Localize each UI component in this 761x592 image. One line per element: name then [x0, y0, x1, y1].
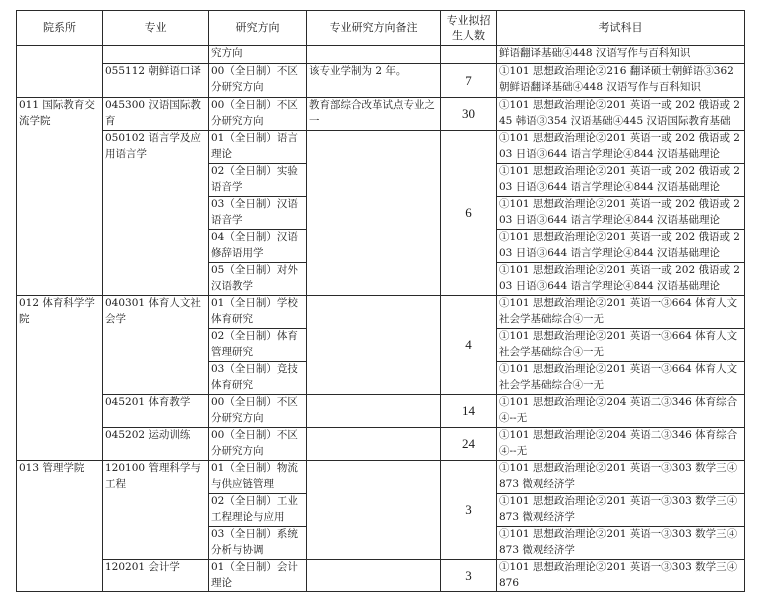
exam-cell: ①101 思想政治理论②216 翻译硕士朝鲜语③362 朝鲜语翻译基础④448 汉语写作与百科知识 [497, 64, 745, 98]
admission-catalog-table [16, 10, 745, 592]
table-row [17, 98, 745, 131]
table-row [17, 395, 745, 428]
exam-cell: ①101 思想政治理论②201 英语一③303 数学三④873 微观经济学 [497, 461, 745, 494]
table-row [17, 64, 745, 98]
remark-cell [307, 296, 441, 395]
direction-cell: 05（全日制）对外汉语教学 [209, 263, 307, 296]
table-row [17, 296, 745, 329]
exam-cell: 鲜语翻译基础④448 汉语写作与百科知识 [497, 46, 745, 64]
exam-cell: ①101 思想政治理论②201 英语一或 202 俄语或 203 日语③644 语言学理论④844 汉语基础理论 [497, 263, 745, 296]
remark-cell [307, 46, 441, 64]
table-row [17, 428, 745, 461]
remark-cell [307, 395, 441, 428]
quota-cell: 3 [441, 560, 497, 592]
direction-cell: 02（全日制）工业工程理论与应用 [209, 494, 307, 527]
major-cell: 120100 管理科学与工程 [103, 461, 209, 560]
quota-cell: 6 [441, 131, 497, 296]
direction-cell: 究方向 [209, 46, 307, 64]
major-cell: 045202 运动训练 [103, 428, 209, 461]
quota-cell: 30 [441, 98, 497, 131]
dept-cell: 013 管理学院 [17, 461, 103, 592]
exam-cell: ①101 思想政治理论②204 英语二③346 体育综合④--无 [497, 428, 745, 461]
table-row [17, 46, 745, 64]
quota-cell: 14 [441, 395, 497, 428]
direction-cell: 01（全日制）语言理论 [209, 131, 307, 164]
remark-cell [307, 428, 441, 461]
table-header-row [17, 11, 745, 46]
dept-cell: 012 体育科学学院 [17, 296, 103, 461]
major-cell [103, 46, 209, 64]
major-cell: 045300 汉语国际教育 [103, 98, 209, 131]
exam-cell: ①101 思想政治理论②201 英语一③664 体育人文社会学基础综合④一无 [497, 296, 745, 329]
major-cell: 050102 语言学及应用语言学 [103, 131, 209, 296]
direction-cell: 00（全日制）不区分研究方向 [209, 98, 307, 131]
quota-cell: 24 [441, 428, 497, 461]
major-cell: 045201 体育教学 [103, 395, 209, 428]
quota-cell: 3 [441, 461, 497, 560]
remark-cell [307, 461, 441, 560]
table-row [17, 461, 745, 494]
header-direction: 研究方向 [209, 11, 307, 46]
direction-cell: 00（全日制）不区分研究方向 [209, 64, 307, 98]
dept-cell [17, 46, 103, 98]
header-quota: 专业拟招生人数 [441, 11, 497, 46]
direction-cell: 03（全日制）系统分析与协调 [209, 527, 307, 560]
direction-cell: 04（全日制）汉语修辞语用学 [209, 230, 307, 263]
table-row [17, 131, 745, 164]
exam-cell: ①101 思想政治理论②201 英语一或 202 俄语或 203 日语③644 语言学理论④844 汉语基础理论 [497, 230, 745, 263]
exam-cell: ①101 思想政治理论②201 英语一或 202 俄语或 203 日语③644 语言学理论④844 汉语基础理论 [497, 164, 745, 197]
quota-cell: 7 [441, 64, 497, 98]
exam-cell: ①101 思想政治理论②201 英语一或 202 俄语或 245 韩语③354 汉语基础④445 汉语国际教育基础 [497, 98, 745, 131]
direction-cell: 00（全日制）不区分研究方向 [209, 428, 307, 461]
header-remark: 专业研究方向备注 [307, 11, 441, 46]
quota-cell [441, 46, 497, 64]
direction-cell: 02（全日制）体育管理研究 [209, 329, 307, 362]
exam-cell: ①101 思想政治理论②204 英语二③346 体育综合④--无 [497, 395, 745, 428]
direction-cell: 01（全日制）学校体育研究 [209, 296, 307, 329]
major-cell: 120201 会计学 [103, 560, 209, 592]
header-dept: 院系所 [17, 11, 103, 46]
exam-cell: ①101 思想政治理论②201 英语一③664 体育人文社会学基础综合④一无 [497, 362, 745, 395]
exam-cell: ①101 思想政治理论②201 英语一③303 数学三④873 微观经济学 [497, 494, 745, 527]
exam-cell: ①101 思想政治理论②201 英语一③664 体育人文社会学基础综合④一无 [497, 329, 745, 362]
major-cell: 040301 体育人文社会学 [103, 296, 209, 395]
header-major: 专业 [103, 11, 209, 46]
remark-cell: 该专业学制为 2 年。 [307, 64, 441, 98]
direction-cell: 02（全日制）实验语音学 [209, 164, 307, 197]
direction-cell: 01（全日制）物流与供应链管理 [209, 461, 307, 494]
remark-cell: 教育部综合改革试点专业之一 [307, 98, 441, 131]
header-exam: 考试科目 [497, 11, 745, 46]
direction-cell: 03（全日制）汉语语音学 [209, 197, 307, 230]
remark-cell [307, 131, 441, 296]
quota-cell: 4 [441, 296, 497, 395]
exam-cell: ①101 思想政治理论②201 英语一③303 数学三④873 微观经济学 [497, 527, 745, 560]
exam-cell: ①101 思想政治理论②201 英语一或 202 俄语或 203 日语③644 语言学理论④844 汉语基础理论 [497, 197, 745, 230]
exam-cell: ①101 思想政治理论②201 英语一③303 数学三④876 [497, 560, 745, 592]
dept-cell: 011 国际教育交流学院 [17, 98, 103, 296]
direction-cell: 01（全日制）会计理论 [209, 560, 307, 592]
exam-cell: ①101 思想政治理论②201 英语一或 202 俄语或 203 日语③644 语言学理论④844 汉语基础理论 [497, 131, 745, 164]
direction-cell: 03（全日制）竞技体育研究 [209, 362, 307, 395]
major-cell: 055112 朝鲜语口译 [103, 64, 209, 98]
direction-cell: 00（全日制）不区分研究方向 [209, 395, 307, 428]
